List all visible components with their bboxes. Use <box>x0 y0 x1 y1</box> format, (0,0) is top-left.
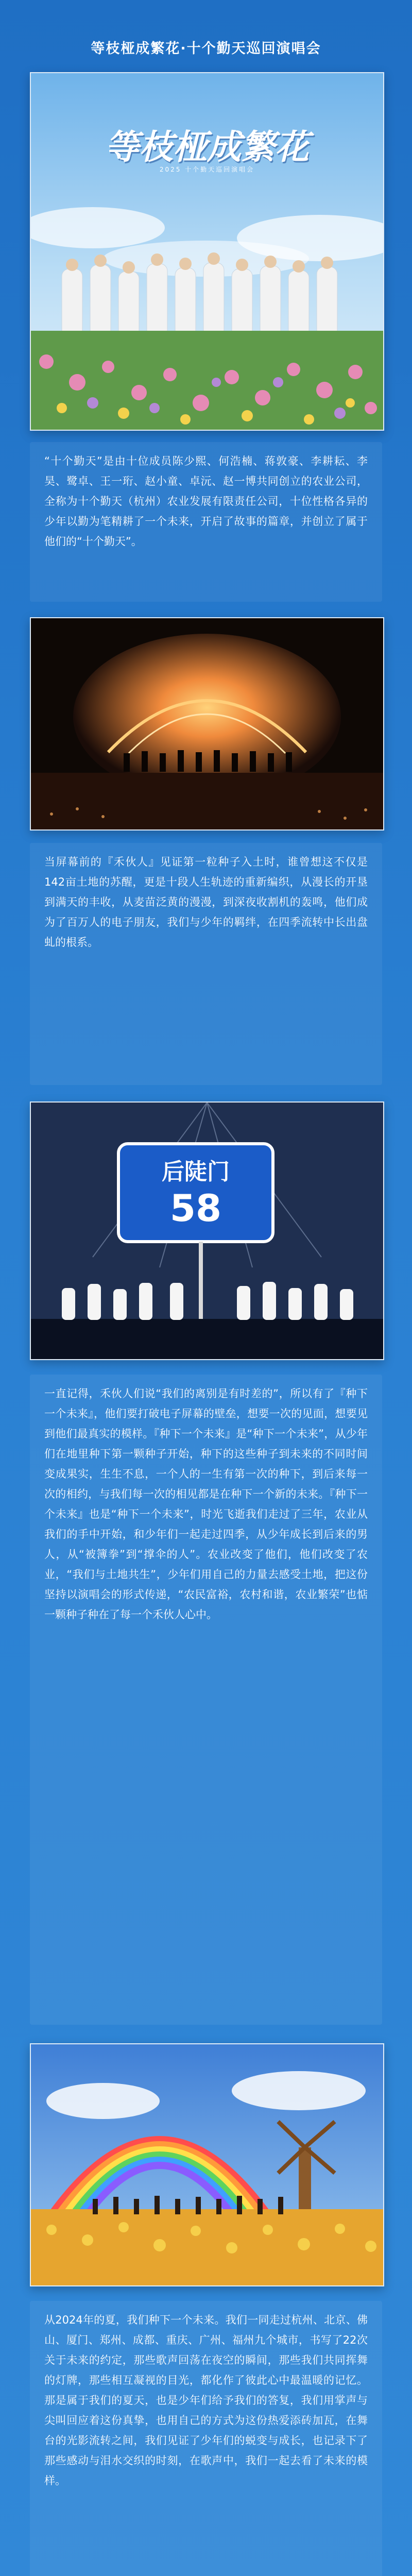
poster-subtitle: 2025 十个勤天巡回演唱会 <box>159 166 255 173</box>
story-text: 当屏幕前的『禾伙人』见证第一粒种子入土时，谁曾想这不仅是142亩土地的苏醒，更是十段人生轨迹的重新编织，从漫长的开垦到满天的丰收，从麦苗泛黄的漫漫，到深夜收割机的轰鸣，他们成为了百万人的电子朋友，我们与少年的羁绊，在四季流转中长出盘虬的根系。 <box>44 856 368 948</box>
rainbow-stage-image <box>31 2044 383 2285</box>
tour-text: 从2024年的夏，我们种下一个未来。我们一同走过杭州、北京、佛山、厦门、郑州、成都、重庆、广州、福州九个城市，书写了22次关于未来的约定，那些歌声回荡在夜空的瞬间，那些我们共同挥舞的灯牌，那些相互凝视的目光，都化作了彼此心中最温暖的记忆。那是属于我们的夏天，也是少年们给予我们的答复，我们用掌声与尖叫回应着这份真挚，也用自己的方式为这份热爱添砖加瓦，在舞台的光影流转之间，我们见证了少年们的蜕变与成长，也记录下了那些感动与泪水交织的时刻，在歌声中，我们一起去看了未来的模样。 <box>44 2314 368 2487</box>
tour-paragraph <box>30 2301 382 2576</box>
poster-title: 等枝桠成繁花 <box>105 127 309 167</box>
future-paragraph <box>30 1375 382 2025</box>
stage-sunset-photo <box>30 617 384 831</box>
future-text: 一直记得，禾伙人们说“我们的离别是有时差的”，所以有了『种下一个未来』，他们要打破电子屏幕的壁垒，想要一次的见面，想要见到他们最真实的模样。『种下一个未来』是“种下一个未来”，从少年们在地里种下第一颗种子开始，种下的这些种子到未来的不同时间变成果实，生生不息，一个人的一生有第一次的种下，到后来每一次的相约，与我们每一次的相见都是在种下一个新的未来。『种下一个未来』也是“种下一个未来”，时光飞逝我们走过了三年，农业从我们的手中开始，和少年们一起走过四季，从少年成长到后来的男人，从“被簿拳”到“撑伞的人”。农业改变了他们，他们改变了农业，“我们与土地共生”，少年们用自己的力量去感受土地，把这份坚持以演唱会的形式传递，“农民富裕，农村和谐，农业繁荣”也惦一颗种子种在了每一个禾伙人心中。 <box>44 1387 368 1621</box>
story-paragraph <box>30 843 382 1085</box>
sign-number: 58 <box>169 1187 222 1230</box>
stage-sunset-image <box>31 618 383 829</box>
stage-sign-photo <box>30 1101 384 1360</box>
sign-line1: 后陡门 <box>162 1159 230 1185</box>
intro-paragraph <box>30 442 382 602</box>
intro-text: “十个勤天”是由十位成员陈少熙、何浩楠、蒋敦豪、李耕耘、李昊、鹭卓、王一珩、赵小童、卓沅、赵一博共同创立的农业公司，全称为十个勤天（杭州）农业发展有限责任公司，十位性格各异的少年以勤为笔精耕了一个未来，开启了故事的篇章，并创立了属于他们的“十个勤天”。 <box>44 455 368 548</box>
page-title: 等枝桠成繁花·十个勤天巡回演唱会 <box>91 41 321 57</box>
rainbow-stage-photo <box>30 2043 384 2286</box>
concert-poster <box>30 72 384 431</box>
